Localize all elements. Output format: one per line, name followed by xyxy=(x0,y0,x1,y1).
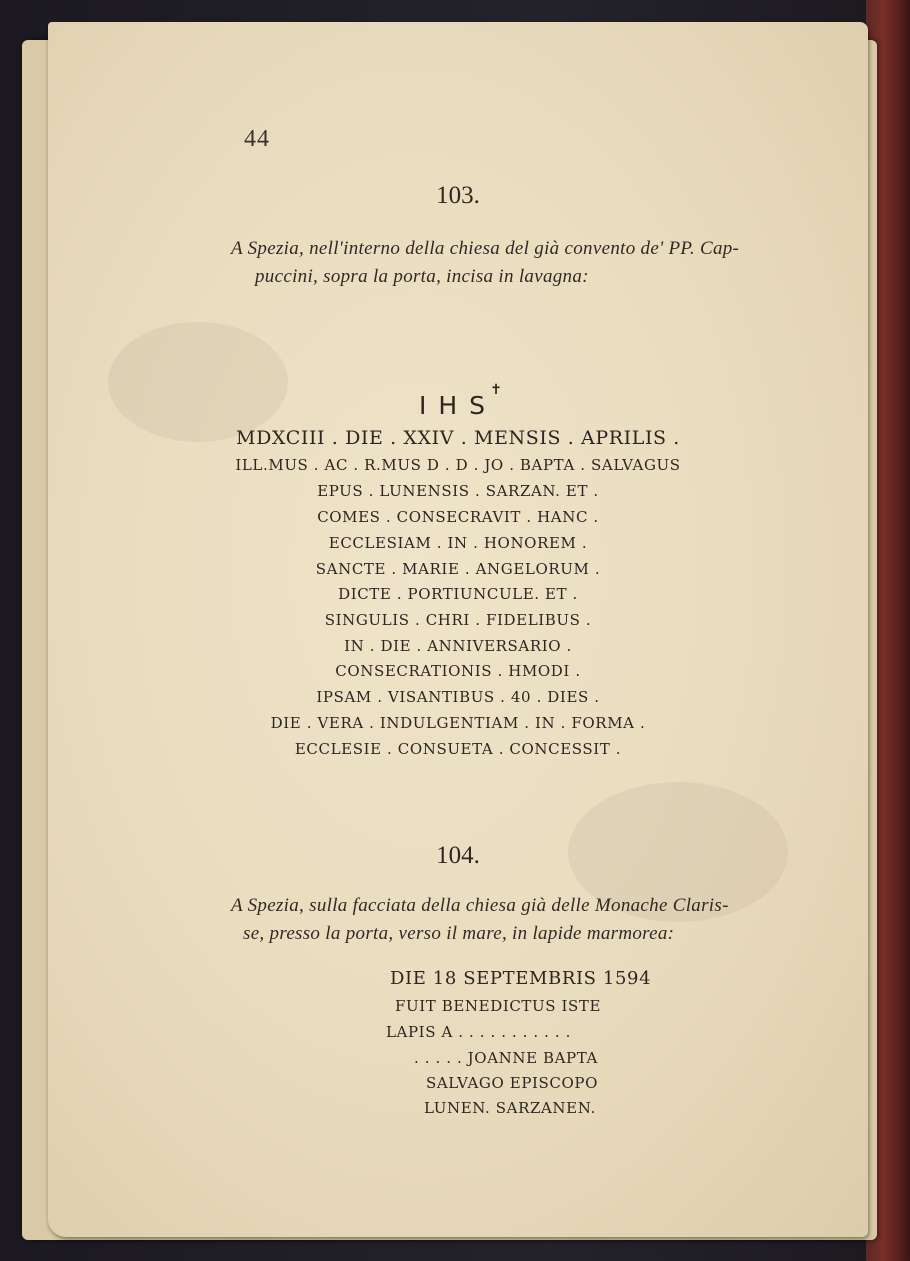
inscription-104-line: DIE 18 SEPTEMBRIS 1594 xyxy=(390,968,652,989)
inscription-103-line: SANCTE . MARIE . ANGELORUM . xyxy=(315,560,601,578)
entry-103-intro xyxy=(231,235,791,291)
inscription-103-line: ILL.MUS . AC . R.MUS D . D . JO . BAPTA . SALVAGUS xyxy=(235,456,681,474)
inscription-103-line: EPUS . LUNENSIS . SARZAN. ET . xyxy=(317,482,599,500)
inscription-103-line: ECCLESIAM . IN . HONOREM . xyxy=(328,534,588,552)
inscription-103-line: SINGULIS . CHRI . FIDELIBUS . xyxy=(324,611,592,629)
ihs-monogram: IHS xyxy=(418,391,498,420)
inscription-103-line: IPSAM . VISANTIBUS . 40 . DIES . xyxy=(316,688,600,706)
inscription-104-line: LAPIS A . . . . . . . . . . . xyxy=(386,1023,571,1041)
entry-104-intro xyxy=(231,892,791,948)
entry-104-intro-line-2: se, presso la porta, verso il mare, in lapide marmorea: xyxy=(243,923,675,944)
inscription-103-line: ECCLESIE . CONSUETA . CONCESSIT . xyxy=(294,740,622,758)
inscription-104-line: . . . . . JOANNE BAPTA xyxy=(414,1049,598,1067)
book-page xyxy=(48,22,868,1237)
entry-103-intro-line-2: puccini, sopra la porta, incisa in lavagna: xyxy=(255,266,589,287)
inscription-103-line: IN . DIE . ANNIVERSARIO . xyxy=(344,637,572,655)
inscription-103-line: CONSECRATIONIS . HMODI . xyxy=(335,662,581,680)
cross-icon: ✝ xyxy=(490,382,502,398)
inscription-104-line: FUIT BENEDICTUS ISTE xyxy=(395,997,602,1015)
entry-103-intro-line-1: A Spezia, nell'interno della chiesa del già convento de' PP. Cap- xyxy=(231,238,740,259)
inscription-103-line: COMES . CONSECRAVIT . HANC . xyxy=(317,508,599,526)
inscription-103-line: MDXCIII . DIE . XXIV . MENSIS . APRILIS . xyxy=(236,427,680,449)
entry-number-104: 104. xyxy=(436,842,480,869)
inscription-103-line: DICTE . PORTIUNCULE. ET . xyxy=(338,585,578,603)
inscription-104-line: LUNEN. SARZANEN. xyxy=(424,1099,596,1117)
inscription-104-line: SALVAGO EPISCOPO xyxy=(426,1074,598,1092)
inscription-103-line: DIE . VERA . INDULGENTIAM . IN . FORMA . xyxy=(270,714,646,732)
entry-number-103: 103. xyxy=(436,182,480,209)
page-number: 44 xyxy=(244,126,270,152)
entry-104-intro-line-1: A Spezia, sulla facciata della chiesa già delle Monache Claris- xyxy=(231,895,729,916)
